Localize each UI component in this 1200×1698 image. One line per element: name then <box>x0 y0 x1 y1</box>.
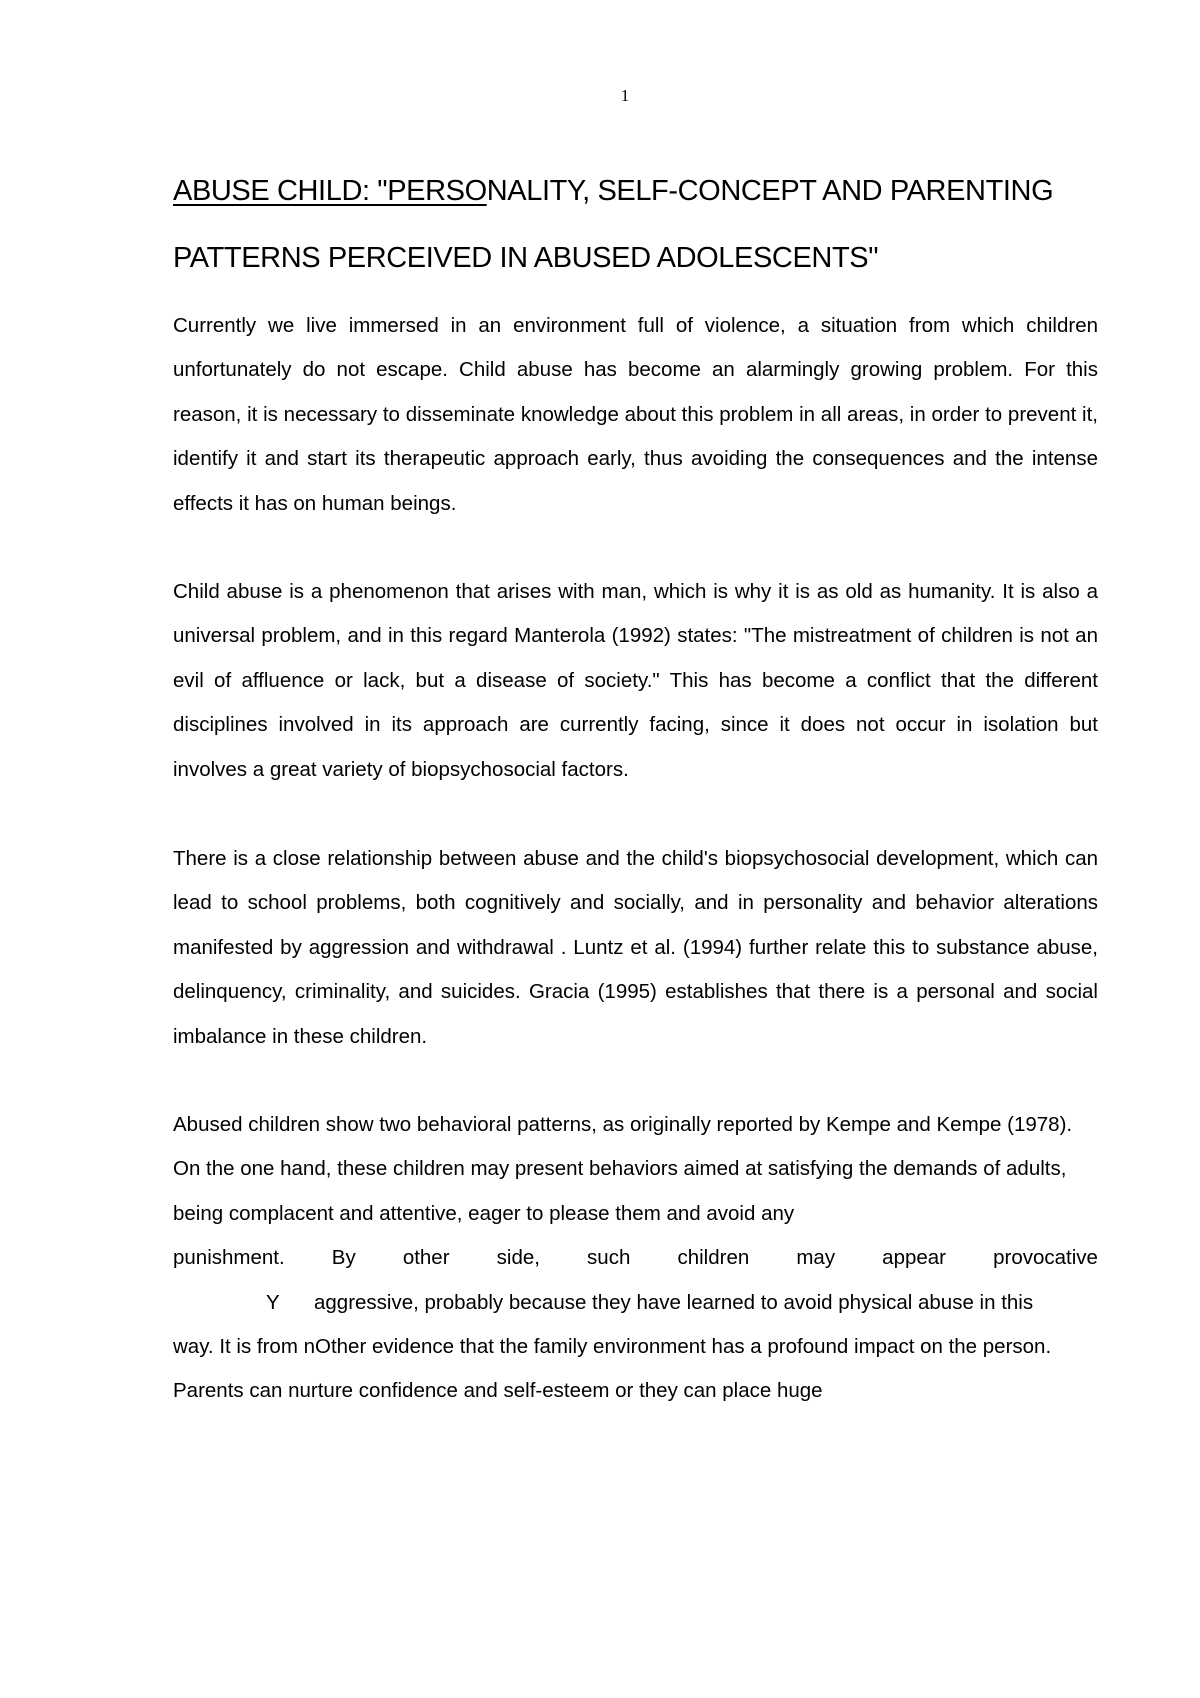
y-line <box>173 1281 1098 1325</box>
spread-word: may <box>796 1246 836 1270</box>
spread-word: provocative <box>993 1246 1098 1270</box>
title-rest: NALITY, SELF-CONCEPT AND PARENTING PATTERNS PERCEIVED IN ABUSED ADOLESCENTS" <box>173 175 1054 274</box>
y-letter: Y <box>266 1290 280 1314</box>
y-line-text: aggressive, probably because they have learned to avoid physical abuse in this <box>314 1290 1034 1314</box>
page-number: 1 <box>620 86 630 105</box>
spread-line <box>173 1236 1098 1280</box>
paragraph-relationship: There is a close relationship between abuse and the child's biopsychosocial development, which can lead to school problems, both cognitively and socially, and in personality and behavior alterations manifested by aggression and withdrawal . Luntz et al. (1994) further relate this to substance abuse, delinquency, criminality, and suicides. Gracia (1995) establishes that there is a personal and social imbalance in these children. <box>173 847 1098 1048</box>
spread-word: By <box>331 1246 356 1270</box>
title-underlined-part: ABUSE CHILD: "PERSO <box>173 175 487 207</box>
spread-word: side, <box>496 1246 540 1270</box>
spread-word: children <box>677 1246 750 1270</box>
paragraph-tail: way. It is from nOther evidence that the family environment has a profound impact on the person. Parents can nurture confidence and self-esteem or they can place huge <box>173 1335 1052 1403</box>
spread-word: punishment. <box>173 1246 285 1270</box>
paragraph-lead: Abused children show two behavioral patterns, as originally reported by Kempe and Kempe (1978). On the one hand, these children may present behaviors aimed at satisfying the demands of adults, being complacent and attentive, eager to please them and avoid any <box>173 1113 1073 1225</box>
paragraph-history: Child abuse is a phenomenon that arises with man, which is why it is as old as humanity. It is also a universal problem, and in this regard Manterola (1992) states: "The mistreatment of children is not an evil of affluence or lack, but a disease of society." This has become a conflict that the different disciplines involved in its approach are currently facing, since it does not occur in isolation but involves a great variety of biopsychosocial factors. <box>173 580 1098 781</box>
spread-word: such <box>587 1246 631 1270</box>
paragraph-behavioral-patterns <box>173 1103 1098 1414</box>
document-title <box>173 158 1098 292</box>
spread-word: appear <box>882 1246 947 1270</box>
spread-word: other <box>402 1246 450 1270</box>
paragraph-intro: Currently we live immersed in an environment full of violence, a situation from which children unfortunately do not escape. Child abuse has become an alarmingly growing problem. For this reason, it is necessary to disseminate knowledge about this problem in all areas, in order to prevent it, identify it and start its therapeutic approach early, thus avoiding the consequences and the intense effects it has on human beings. <box>173 314 1098 515</box>
